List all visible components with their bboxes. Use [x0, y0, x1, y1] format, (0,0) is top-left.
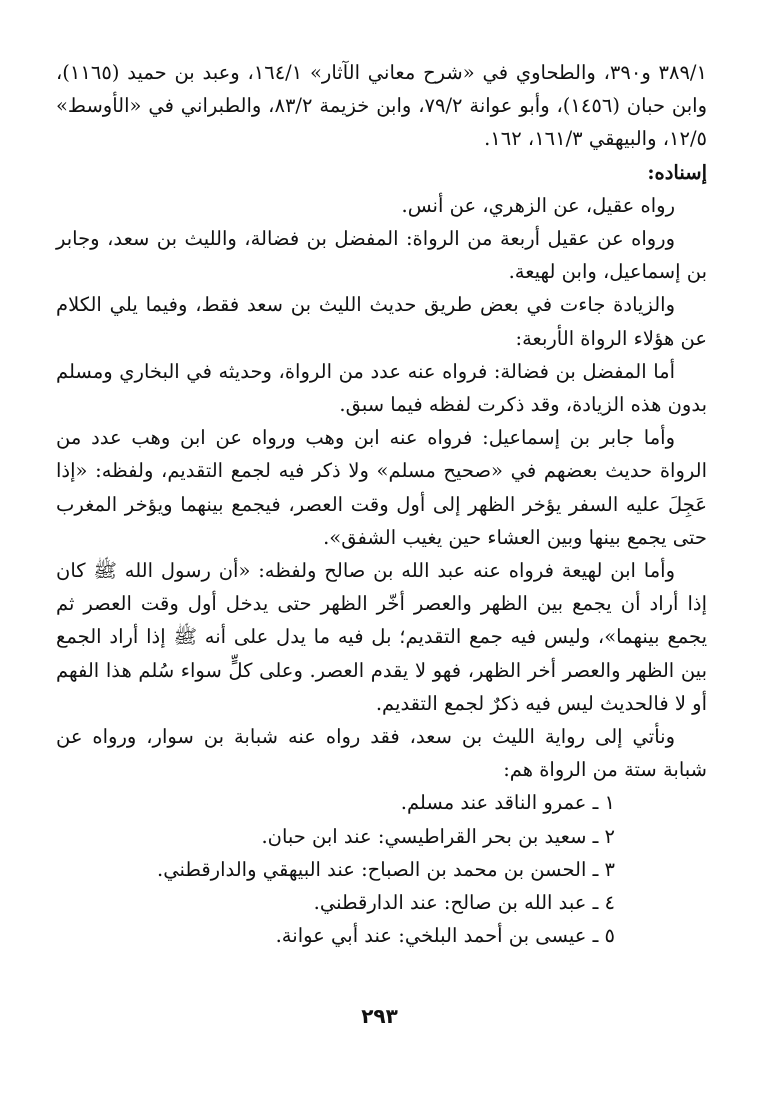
paragraph-addition: والزيادة جاءت في بعض طريق حديث الليث بن سعد فقط، وفيما يلي الكلام عن هؤلاء الرواة الأربعة:	[56, 293, 707, 350]
list-item: ٥ ـ عيسى بن أحمد البلخي: عند أبي عوانة.	[275, 924, 615, 948]
page-number: ٢٩٣	[361, 1004, 398, 1028]
paragraph-jabir: وأما جابر بن إسماعيل: فرواه عنه ابن وهب ورواه عن ابن وهب عدد من الرواة حديث بعضهم في «صحيح مسلم» ولا ذكر فيه لجمع التقديم، ولفظه: «إذا عَجِلَ عليه السفر يؤخر الظهر إلى أول وقت العصر، فيجمع بينهما ويؤخر المغرب حتى يجمع بينها وبين العشاء حين يغيب الشفق».	[56, 426, 707, 549]
paragraph-mufaddal: أما المفضل بن فضالة: فرواه عنه عدد من الرواة، وحديثه في البخاري ومسلم بدون هذه الزيادة، وقد ذكرت لفظه فيما سبق.	[56, 359, 707, 417]
list-item: ٢ ـ سعيد بن بحر القراطيسي: عند ابن حبان.	[261, 824, 615, 848]
list-item: ١ ـ عمرو الناقد عند مسلم.	[400, 791, 615, 815]
section-heading-isnad: إسناده:	[647, 160, 707, 184]
paragraph-four-narrators: ورواه عن عقيل أربعة من الرواة: المفضل بن فضالة، والليث بن سعد، وجابر بن إسماعيل، وابن لهيعة.	[56, 227, 707, 284]
page-body	[56, 56, 707, 952]
paragraph-layth: ونأتي إلى رواية الليث بن سعد، فقد رواه عنه شبابة بن سوار، ورواه عن شبابة ستة من الرواة هم:	[56, 725, 707, 782]
paragraph-ibn-lahia: وأما ابن لهيعة فرواه عنه عبد الله بن صالح ولفظه: «أن رسول الله ﷺ كان إذا أراد أن يجمع بين الظهر والعصر أخّر الظهر حتى يدخل أول وقت العصر ثم يجمع بينهما»، وليس فيه جمع التقديم؛ بل فيه ما يدل على أنه ﷺ إذا أراد الجمع بين الظهر والعصر أخر الظهر، فهو لا يقدم العصر. وعلى كلٍّ سواء سُلم هذا الفهم أو لا فالحديث ليس فيه ذكرٌ لجمع التقديم.	[56, 559, 707, 715]
paragraph-narration: رواه عقيل، عن الزهري، عن أنس.	[401, 193, 675, 217]
citation-paragraph: ٣٨٩/١ و٣٩٠، والطحاوي في «شرح معاني الآثار» ١٦٤/١، وعبد بن حميد (١١٦٥)، وابن حبان (١٤٥٦)، وأبو عوانة ٧٩/٢، وابن خزيمة ٨٣/٢، والطبراني في «الأوسط» ١٢/٥، والبيهقي ١٦١/٣، ١٦٢.	[56, 61, 707, 151]
list-item: ٣ ـ الحسن بن محمد بن الصباح: عند البيهقي والدارقطني.	[157, 857, 615, 881]
list-item: ٤ ـ عبد الله بن صالح: عند الدارقطني.	[313, 891, 615, 915]
